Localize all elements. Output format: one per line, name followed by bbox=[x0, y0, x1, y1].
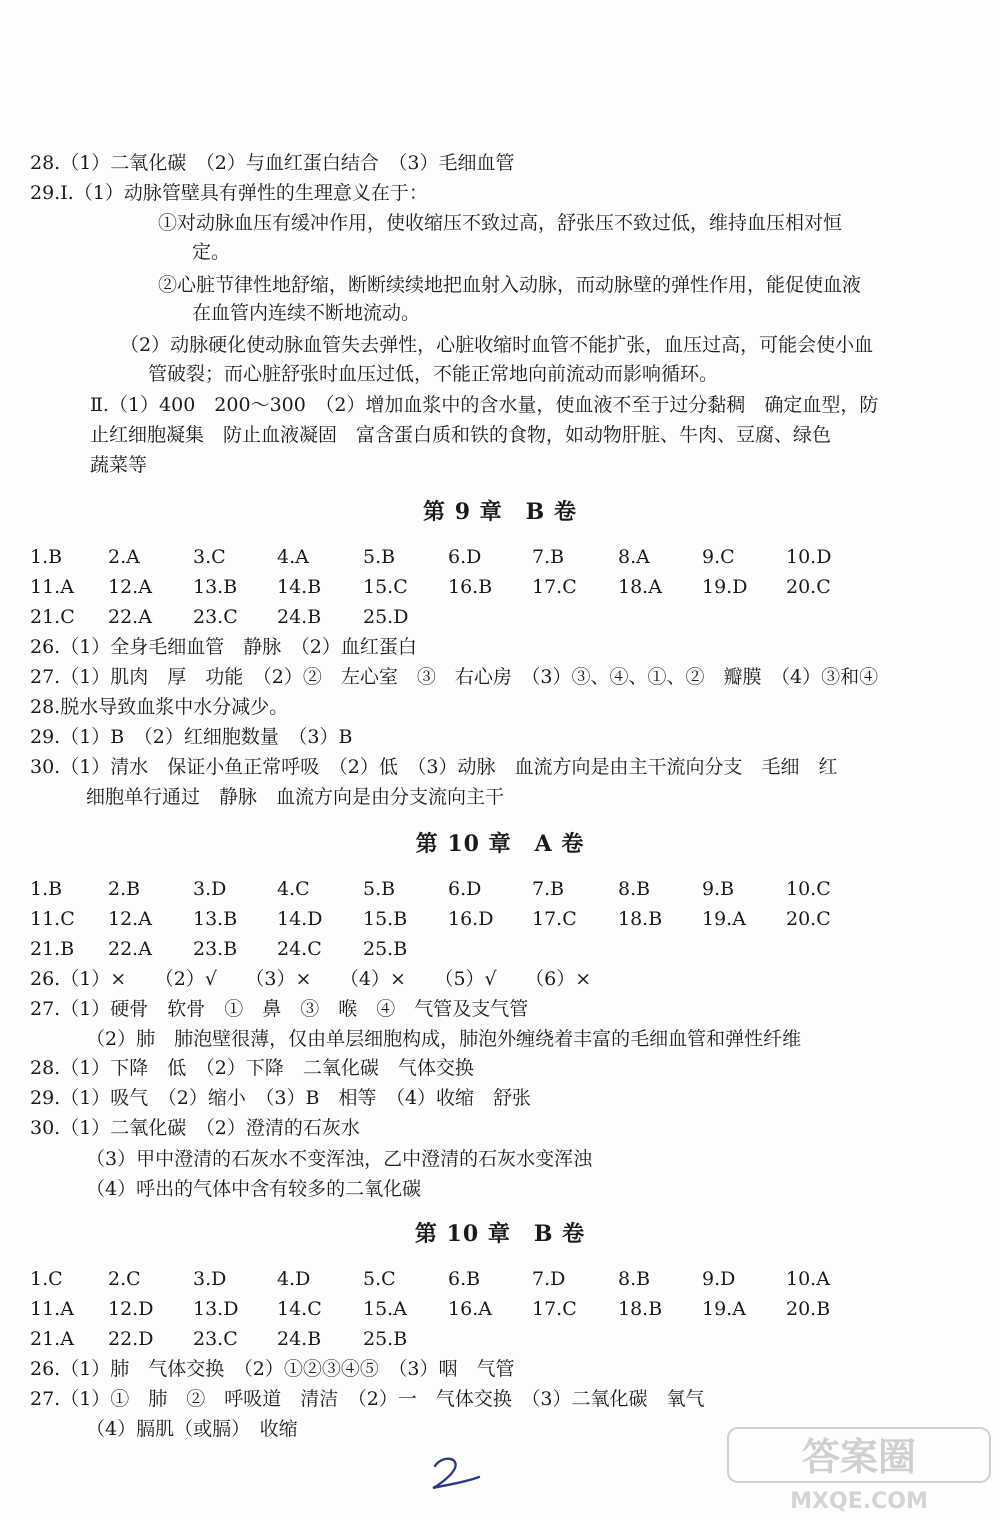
mc-answer: 18.A bbox=[618, 576, 662, 598]
mc-answer: 4.C bbox=[277, 878, 310, 900]
q29-line-8: Ⅱ.（1）400 200～300 （2）增加血浆中的含水量，使血液不至于过分黏稠 确定血型，防 bbox=[90, 394, 879, 416]
q29-line-10: 蔬菜等 bbox=[90, 454, 148, 476]
mc-answer: 7.B bbox=[532, 546, 565, 568]
mc-answer: 15.C bbox=[363, 576, 408, 598]
mc-answer: 18.B bbox=[618, 908, 663, 930]
mc-answer: 25.D bbox=[363, 606, 409, 628]
q29-line-1: 29.Ⅰ.（1）动脉管壁具有弹性的生理意义在于： bbox=[30, 182, 428, 204]
watermark-logo bbox=[724, 1424, 994, 1514]
mc-answer: 24.B bbox=[277, 606, 322, 628]
mc-answer: 25.B bbox=[363, 1328, 408, 1350]
mc-answer: 11.A bbox=[30, 576, 74, 598]
mc-answer: 6.D bbox=[448, 546, 482, 568]
mc-answer: 24.C bbox=[277, 938, 322, 960]
mc-answer: 11.A bbox=[30, 1298, 74, 1320]
mc-answer: 14.B bbox=[277, 576, 322, 598]
mc-answer: 19.A bbox=[702, 908, 746, 930]
mc-answer: 15.B bbox=[363, 908, 408, 930]
ch10a-q29: 29.（1）吸气 （2）缩小 （3）B 相等 （4）收缩 舒张 bbox=[30, 1087, 532, 1109]
mc-answer: 20.C bbox=[786, 908, 831, 930]
mc-answer: 22.D bbox=[108, 1328, 154, 1350]
mc-answer: 24.B bbox=[277, 1328, 322, 1350]
handwritten-page-number bbox=[425, 1452, 485, 1492]
ch10a-q26: 26.（1）× （2）√ （3）× （4）× （5）√ （6）× bbox=[30, 968, 592, 990]
mc-answer: 20.B bbox=[786, 1298, 831, 1320]
section-title-ch10-a: 第 10 章 A 卷 bbox=[415, 831, 585, 857]
ch10a-q27-line-1: 27.（1）硬骨 软骨 ① 鼻 ③ 喉 ④ 气管及支气管 bbox=[30, 998, 529, 1020]
mc-answer: 25.B bbox=[363, 938, 408, 960]
watermark-text: 答案圈 bbox=[801, 1435, 917, 1479]
mc-answer: 3.D bbox=[193, 878, 227, 900]
section-title-ch9-b: 第 9 章 B 卷 bbox=[423, 499, 577, 525]
mc-answer: 4.D bbox=[277, 1268, 311, 1290]
mc-answer: 21.B bbox=[30, 938, 75, 960]
mc-answer: 16.A bbox=[448, 1298, 492, 1320]
mc-answer: 15.A bbox=[363, 1298, 407, 1320]
mc-answer: 3.C bbox=[193, 546, 226, 568]
ch10a-q30-line-2: （3）甲中澄清的石灰水不变浑浊，乙中澄清的石灰水变浑浊 bbox=[86, 1148, 593, 1170]
mc-answer: 21.C bbox=[30, 606, 75, 628]
q29-line-7: 管破裂；而心脏舒张时血压过低，不能正常地向前流动而影响循环。 bbox=[148, 363, 719, 385]
mc-answer: 23.C bbox=[193, 1328, 238, 1350]
ch9b-q27: 27.（1）肌肉 厚 功能 （2）② 左心室 ③ 右心房 （3）③、④、①、② 瓣膜 （4）③和④ bbox=[30, 666, 879, 688]
ch10a-q30-line-1: 30.（1）二氧化碳 （2）澄清的石灰水 bbox=[30, 1117, 360, 1139]
ch9b-q26: 26.（1）全身毛细血管 静脉 （2）血红蛋白 bbox=[30, 636, 417, 658]
watermark-url: MXQE.COM bbox=[790, 1489, 928, 1514]
mc-answer: 2.B bbox=[108, 878, 141, 900]
mc-answer: 1.B bbox=[30, 878, 63, 900]
mc-answer: 4.A bbox=[277, 546, 309, 568]
section-title-ch10-b: 第 10 章 B 卷 bbox=[414, 1221, 586, 1247]
mc-answer: 8.B bbox=[618, 878, 651, 900]
mc-answer: 1.B bbox=[30, 546, 63, 568]
mc-answer: 11.C bbox=[30, 908, 75, 930]
mc-answer: 9.D bbox=[702, 1268, 736, 1290]
mc-answer: 13.B bbox=[193, 908, 238, 930]
ch10a-q30-line-3: （4）呼出的气体中含有较多的二氧化碳 bbox=[86, 1178, 422, 1200]
ch9b-q30-line-1: 30.（1）清水 保证小鱼正常呼吸 （2）低 （3）动脉 血流方向是由主干流向分支 毛细 红 bbox=[30, 756, 838, 778]
mc-answer: 2.A bbox=[108, 546, 140, 568]
mc-answer: 14.D bbox=[277, 908, 323, 930]
mc-answer: 2.C bbox=[108, 1268, 141, 1290]
q29-line-4: ②心脏节律性地舒缩，断断续续地把血射入动脉，而动脉壁的弹性作用，能促使血液 bbox=[158, 274, 862, 296]
mc-answer: 17.C bbox=[532, 908, 577, 930]
ch10a-q28: 28.（1）下降 低 （2）下降 二氧化碳 气体交换 bbox=[30, 1057, 474, 1079]
q29-line-3: 定。 bbox=[192, 241, 231, 263]
mc-answer: 17.C bbox=[532, 1298, 577, 1320]
ch9b-q29: 29.（1）B （2）红细胞数量 （3）B bbox=[30, 726, 353, 748]
ch10b-q27-line-2: （4）膈肌（或膈） 收缩 bbox=[86, 1418, 298, 1440]
mc-answer: 12.A bbox=[108, 908, 152, 930]
q28-answer: 28.（1）二氧化碳 （2）与血红蛋白结合 （3）毛细血管 bbox=[30, 152, 515, 174]
mc-answer: 16.B bbox=[448, 576, 493, 598]
mc-answer: 8.B bbox=[618, 1268, 651, 1290]
mc-answer: 10.C bbox=[786, 878, 831, 900]
q29-line-2: ①对动脉血压有缓冲作用，使收缩压不致过高，舒张压不致过低，维持血压相对恒 bbox=[158, 212, 843, 234]
mc-answer: 10.A bbox=[786, 1268, 830, 1290]
ch10b-q27-line-1: 27.（1）① 肺 ② 呼吸道 清洁 （2）一 气体交换 （3）二氧化碳 氧气 bbox=[30, 1388, 705, 1410]
mc-answer: 23.C bbox=[193, 606, 238, 628]
q29-line-6: （2）动脉硬化使动脉血管失去弹性，心脏收缩时血管不能扩张，血压过高，可能会使小血 bbox=[120, 334, 874, 356]
mc-answer: 5.B bbox=[363, 546, 396, 568]
mc-answer: 5.C bbox=[363, 1268, 396, 1290]
mc-answer: 23.B bbox=[193, 938, 238, 960]
ch10b-q26: 26.（1）肺 气体交换 （2）①②③④⑤ （3）咽 气管 bbox=[30, 1358, 515, 1380]
mc-answer: 1.C bbox=[30, 1268, 63, 1290]
mc-answer: 21.A bbox=[30, 1328, 74, 1350]
q29-line-9: 止红细胞凝集 防止血液凝固 富含蛋白质和铁的食物，如动物肝脏、牛肉、豆腐、绿色 bbox=[90, 424, 832, 446]
mc-answer: 17.C bbox=[532, 576, 577, 598]
mc-answer: 22.A bbox=[108, 606, 152, 628]
mc-answer: 12.D bbox=[108, 1298, 154, 1320]
mc-answer: 8.A bbox=[618, 546, 650, 568]
mc-answer: 3.D bbox=[193, 1268, 227, 1290]
mc-answer: 6.B bbox=[448, 1268, 481, 1290]
mc-answer: 16.D bbox=[448, 908, 494, 930]
mc-answer: 10.D bbox=[786, 546, 832, 568]
q29-line-5: 在血管内连续不断地流动。 bbox=[192, 302, 421, 324]
ch9b-q28: 28.脱水导致血浆中水分减少。 bbox=[30, 696, 289, 718]
mc-answer: 9.C bbox=[702, 546, 735, 568]
mc-answer: 13.B bbox=[193, 576, 238, 598]
mc-answer: 22.A bbox=[108, 938, 152, 960]
mc-answer: 12.A bbox=[108, 576, 152, 598]
mc-answer: 19.D bbox=[702, 576, 748, 598]
mc-answer: 5.B bbox=[363, 878, 396, 900]
mc-answer: 7.D bbox=[532, 1268, 566, 1290]
mc-answer: 19.A bbox=[702, 1298, 746, 1320]
mc-answer: 13.D bbox=[193, 1298, 239, 1320]
ch10a-q27-line-2: （2）肺 肺泡壁很薄，仅由单层细胞构成，肺泡外缠绕着丰富的毛细血管和弹性纤维 bbox=[86, 1028, 802, 1050]
ch9b-q30-line-2: 细胞单行通过 静脉 血流方向是由分支流向主干 bbox=[86, 786, 505, 808]
mc-answer: 6.D bbox=[448, 878, 482, 900]
mc-answer: 9.B bbox=[702, 878, 735, 900]
mc-answer: 14.C bbox=[277, 1298, 322, 1320]
mc-answer: 18.B bbox=[618, 1298, 663, 1320]
mc-answer: 20.C bbox=[786, 576, 831, 598]
mc-answer: 7.B bbox=[532, 878, 565, 900]
